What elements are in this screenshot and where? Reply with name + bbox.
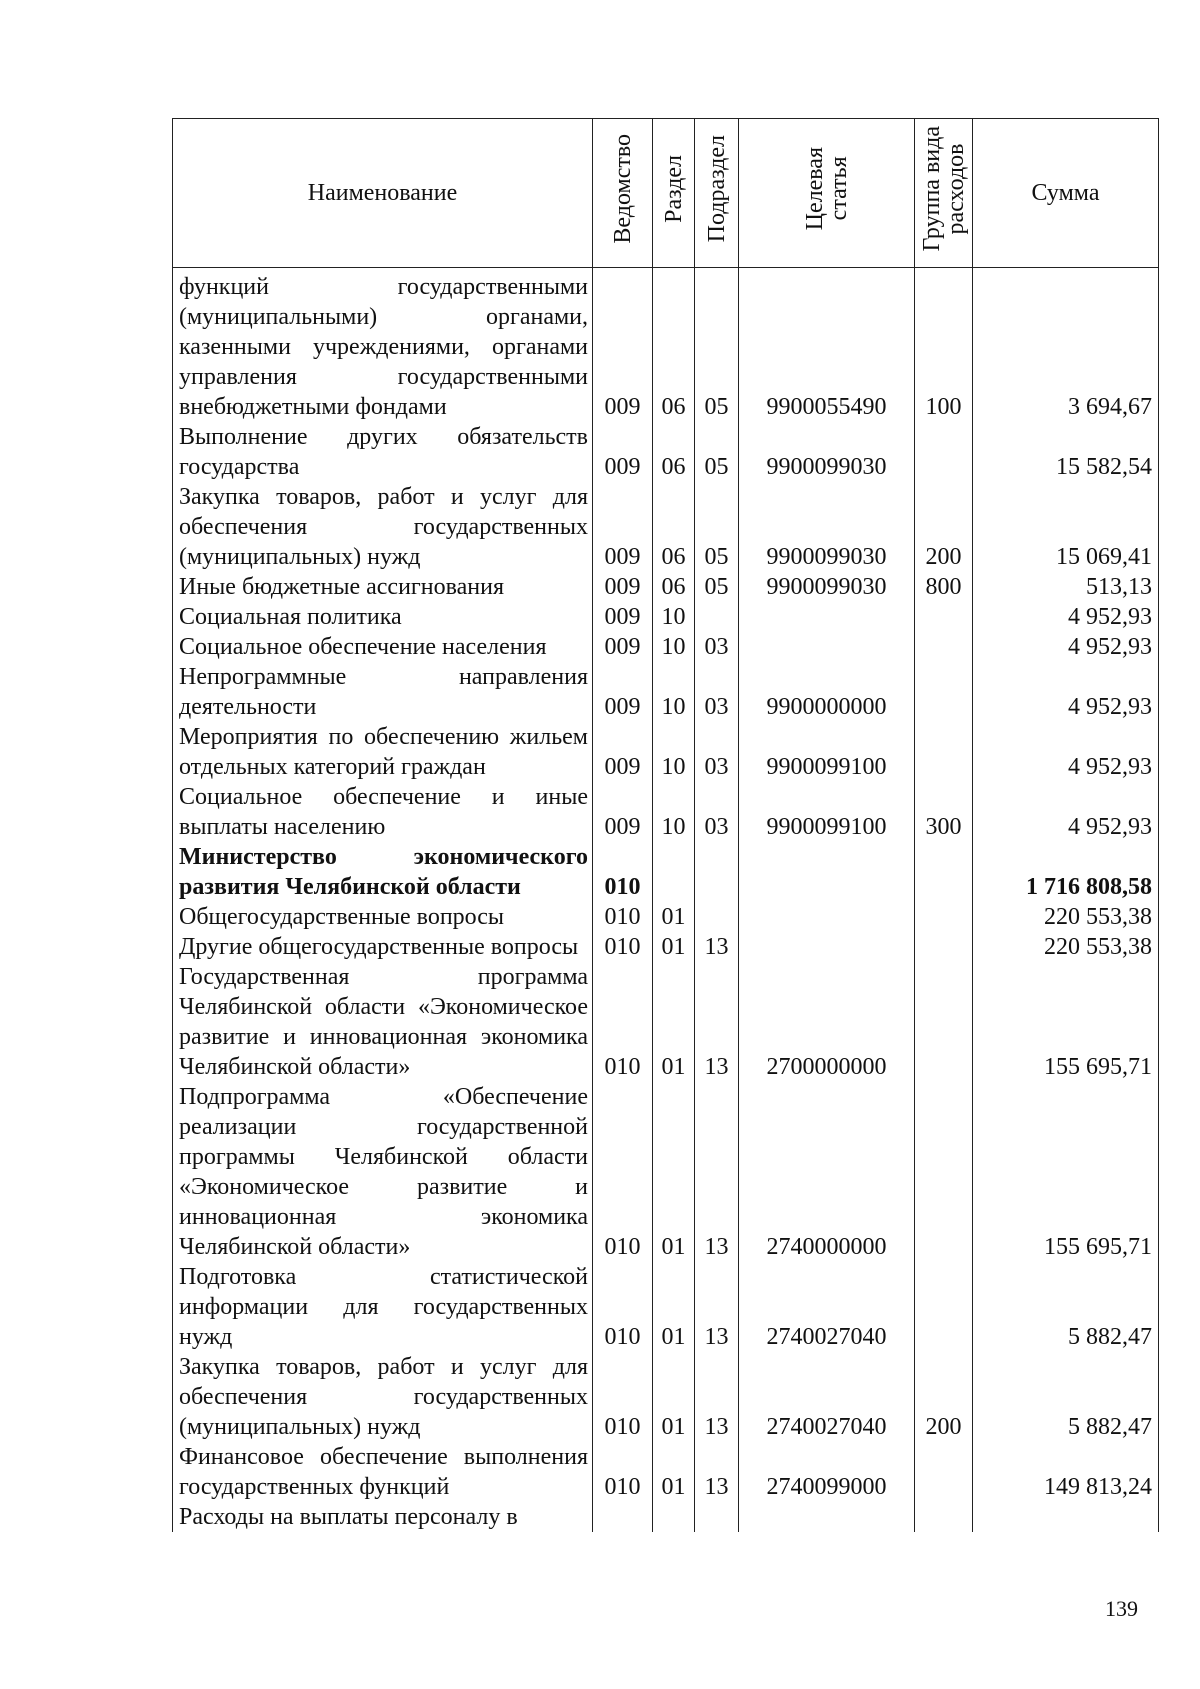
row-podrazdel: 05 <box>695 422 739 482</box>
row-podrazdel: 03 <box>695 722 739 782</box>
row-name: Другие общегосударственные вопросы <box>173 932 593 962</box>
row-gruppa: 100 <box>915 268 973 423</box>
row-celevaya: 9900000000 <box>739 662 915 722</box>
header-gruppa-line1: Группа вида <box>918 126 945 252</box>
row-name: Социальное обеспечение населения <box>173 632 593 662</box>
row-celevaya: 2740000000 <box>739 1082 915 1262</box>
row-podrazdel: 13 <box>695 1082 739 1262</box>
row-summa <box>973 1502 1159 1532</box>
row-podrazdel: 13 <box>695 932 739 962</box>
row-celevaya: 9900099100 <box>739 782 915 842</box>
table-row <box>173 1352 1159 1442</box>
row-summa: 4 952,93 <box>973 662 1159 722</box>
row-gruppa <box>915 422 973 482</box>
row-vedomstvo: 009 <box>593 482 653 572</box>
row-summa: 4 952,93 <box>973 722 1159 782</box>
row-razdel: 06 <box>653 482 695 572</box>
row-celevaya: 9900099030 <box>739 482 915 572</box>
row-podrazdel: 05 <box>695 268 739 423</box>
row-summa: 5 882,47 <box>973 1352 1159 1442</box>
table-row <box>173 1082 1159 1262</box>
row-name: Иные бюджетные ассигнования <box>173 572 593 602</box>
row-gruppa <box>915 722 973 782</box>
header-name-label: Наименование <box>307 180 458 206</box>
row-razdel <box>653 1502 695 1532</box>
header-vedomstvo-label: Ведомство <box>609 134 636 244</box>
row-vedomstvo: 010 <box>593 1262 653 1352</box>
table-row <box>173 1262 1159 1352</box>
row-razdel: 10 <box>653 602 695 632</box>
row-summa: 1 716 808,58 <box>973 842 1159 902</box>
row-podrazdel <box>695 842 739 902</box>
table-row <box>173 1442 1159 1502</box>
header-gruppa-line2: расходов <box>942 143 969 235</box>
header-summa <box>973 119 1159 268</box>
row-razdel: 01 <box>653 962 695 1082</box>
row-celevaya: 2700000000 <box>739 962 915 1082</box>
row-gruppa: 200 <box>915 1352 973 1442</box>
row-podrazdel: 05 <box>695 572 739 602</box>
table-row <box>173 602 1159 632</box>
table-row <box>173 962 1159 1082</box>
row-summa: 3 694,67 <box>973 268 1159 423</box>
table-row <box>173 782 1159 842</box>
row-podrazdel: 03 <box>695 662 739 722</box>
budget-table <box>172 118 1159 1532</box>
row-name: Социальная политика <box>173 602 593 632</box>
row-razdel: 06 <box>653 422 695 482</box>
row-gruppa <box>915 602 973 632</box>
header-celevaya-label <box>803 147 851 230</box>
row-celevaya: 2740099000 <box>739 1442 915 1502</box>
row-gruppa <box>915 902 973 932</box>
page-number: 139 <box>1105 1596 1138 1621</box>
row-celevaya: 2740027040 <box>739 1262 915 1352</box>
row-vedomstvo: 010 <box>593 962 653 1082</box>
row-razdel: 01 <box>653 1082 695 1262</box>
header-celevaya-line2: статья <box>825 157 852 221</box>
table-header <box>173 119 1159 268</box>
header-razdel-label: Раздел <box>660 155 687 223</box>
table-row <box>173 1502 1159 1532</box>
row-razdel: 01 <box>653 902 695 932</box>
header-gruppa <box>915 119 973 268</box>
row-gruppa <box>915 962 973 1082</box>
row-razdel: 01 <box>653 1442 695 1502</box>
row-vedomstvo: 009 <box>593 782 653 842</box>
row-summa: 155 695,71 <box>973 1082 1159 1262</box>
row-razdel: 06 <box>653 572 695 602</box>
row-celevaya: 9900099030 <box>739 572 915 602</box>
row-razdel: 10 <box>653 632 695 662</box>
row-vedomstvo: 010 <box>593 932 653 962</box>
header-razdel <box>653 119 695 268</box>
table-row <box>173 662 1159 722</box>
row-summa: 220 553,38 <box>973 932 1159 962</box>
row-podrazdel: 03 <box>695 632 739 662</box>
row-name: Закупка товаров, работ и услуг для обеспечения государственных (муниципальных) нужд <box>173 1352 593 1442</box>
row-podrazdel: 13 <box>695 1442 739 1502</box>
table-row-ministry <box>173 842 1159 902</box>
row-razdel: 06 <box>653 268 695 423</box>
row-name: Финансовое обеспечение выполнения государственных функций <box>173 1442 593 1502</box>
row-name: Подпрограмма «Обеспечение реализации государственной программы Челябинской области «Экономическое развитие и инновационная экономика Челябинской области» <box>173 1082 593 1262</box>
row-podrazdel <box>695 602 739 632</box>
row-vedomstvo: 009 <box>593 722 653 782</box>
header-gruppa-label <box>920 126 968 251</box>
row-razdel: 01 <box>653 932 695 962</box>
row-vedomstvo <box>593 1502 653 1532</box>
row-celevaya: 9900099030 <box>739 422 915 482</box>
row-podrazdel: 13 <box>695 1262 739 1352</box>
table-row <box>173 422 1159 482</box>
row-summa: 15 069,41 <box>973 482 1159 572</box>
row-celevaya <box>739 902 915 932</box>
table-row <box>173 902 1159 932</box>
row-razdel: 10 <box>653 722 695 782</box>
row-podrazdel <box>695 1502 739 1532</box>
row-summa: 4 952,93 <box>973 782 1159 842</box>
table-row <box>173 268 1159 423</box>
table-row <box>173 572 1159 602</box>
header-vedomstvo <box>593 119 653 268</box>
row-summa: 149 813,24 <box>973 1442 1159 1502</box>
row-gruppa <box>915 662 973 722</box>
row-gruppa <box>915 1082 973 1262</box>
row-summa: 155 695,71 <box>973 962 1159 1082</box>
row-vedomstvo: 009 <box>593 572 653 602</box>
row-razdel <box>653 842 695 902</box>
table-row <box>173 482 1159 572</box>
row-celevaya <box>739 932 915 962</box>
row-vedomstvo: 010 <box>593 1442 653 1502</box>
row-name: Социальное обеспечение и иные выплаты населению <box>173 782 593 842</box>
row-podrazdel <box>695 902 739 932</box>
row-podrazdel: 13 <box>695 962 739 1082</box>
row-summa: 15 582,54 <box>973 422 1159 482</box>
row-summa: 4 952,93 <box>973 632 1159 662</box>
row-summa: 220 553,38 <box>973 902 1159 932</box>
row-celevaya <box>739 602 915 632</box>
row-razdel: 01 <box>653 1352 695 1442</box>
row-podrazdel: 05 <box>695 482 739 572</box>
row-celevaya: 9900055490 <box>739 268 915 423</box>
table-row <box>173 932 1159 962</box>
row-name: Государственная программа Челябинской области «Экономическое развитие и инновационная экономика Челябинской области» <box>173 962 593 1082</box>
row-name: Выполнение других обязательств государства <box>173 422 593 482</box>
row-vedomstvo: 009 <box>593 662 653 722</box>
row-name: Общегосударственные вопросы <box>173 902 593 932</box>
header-name <box>173 119 593 268</box>
row-summa: 4 952,93 <box>973 602 1159 632</box>
row-celevaya: 9900099100 <box>739 722 915 782</box>
row-vedomstvo: 009 <box>593 632 653 662</box>
row-summa: 5 882,47 <box>973 1262 1159 1352</box>
row-vedomstvo: 009 <box>593 602 653 632</box>
row-celevaya <box>739 1502 915 1532</box>
row-vedomstvo: 009 <box>593 422 653 482</box>
row-vedomstvo: 010 <box>593 902 653 932</box>
row-celevaya <box>739 842 915 902</box>
table-row <box>173 632 1159 662</box>
row-vedomstvo: 009 <box>593 268 653 423</box>
header-podrazdel-label: Подраздел <box>703 135 730 243</box>
row-name: Расходы на выплаты персоналу в <box>173 1502 593 1532</box>
row-summa: 513,13 <box>973 572 1159 602</box>
row-name: Закупка товаров, работ и услуг для обеспечения государственных (муниципальных) нужд <box>173 482 593 572</box>
row-podrazdel: 13 <box>695 1352 739 1442</box>
header-podrazdel <box>695 119 739 268</box>
row-podrazdel: 03 <box>695 782 739 842</box>
row-razdel: 10 <box>653 782 695 842</box>
row-gruppa: 200 <box>915 482 973 572</box>
row-name: Мероприятия по обеспечению жильем отдельных категорий граждан <box>173 722 593 782</box>
row-gruppa: 300 <box>915 782 973 842</box>
header-celevaya-line1: Целевая <box>801 147 828 231</box>
row-razdel: 10 <box>653 662 695 722</box>
row-vedomstvo: 010 <box>593 1352 653 1442</box>
row-name: Подготовка статистической информации для государственных нужд <box>173 1262 593 1352</box>
row-razdel: 01 <box>653 1262 695 1352</box>
row-celevaya <box>739 632 915 662</box>
row-vedomstvo: 010 <box>593 1082 653 1262</box>
row-name: Министерство экономического развития Челябинской области <box>173 842 593 902</box>
table-row <box>173 722 1159 782</box>
row-name: Непрограммные направления деятельности <box>173 662 593 722</box>
row-gruppa <box>915 1502 973 1532</box>
row-gruppa <box>915 932 973 962</box>
row-celevaya: 2740027040 <box>739 1352 915 1442</box>
row-gruppa: 800 <box>915 572 973 602</box>
row-gruppa <box>915 842 973 902</box>
row-vedomstvo: 010 <box>593 842 653 902</box>
header-celevaya <box>739 119 915 268</box>
table-body <box>173 268 1159 1533</box>
row-gruppa <box>915 632 973 662</box>
row-gruppa <box>915 1262 973 1352</box>
row-name: функций государственными (муниципальными) органами, казенными учреждениями, органами управления государственными внебюджетными фондами <box>173 268 593 423</box>
header-summa-label: Сумма <box>1031 180 1100 206</box>
row-gruppa <box>915 1442 973 1502</box>
